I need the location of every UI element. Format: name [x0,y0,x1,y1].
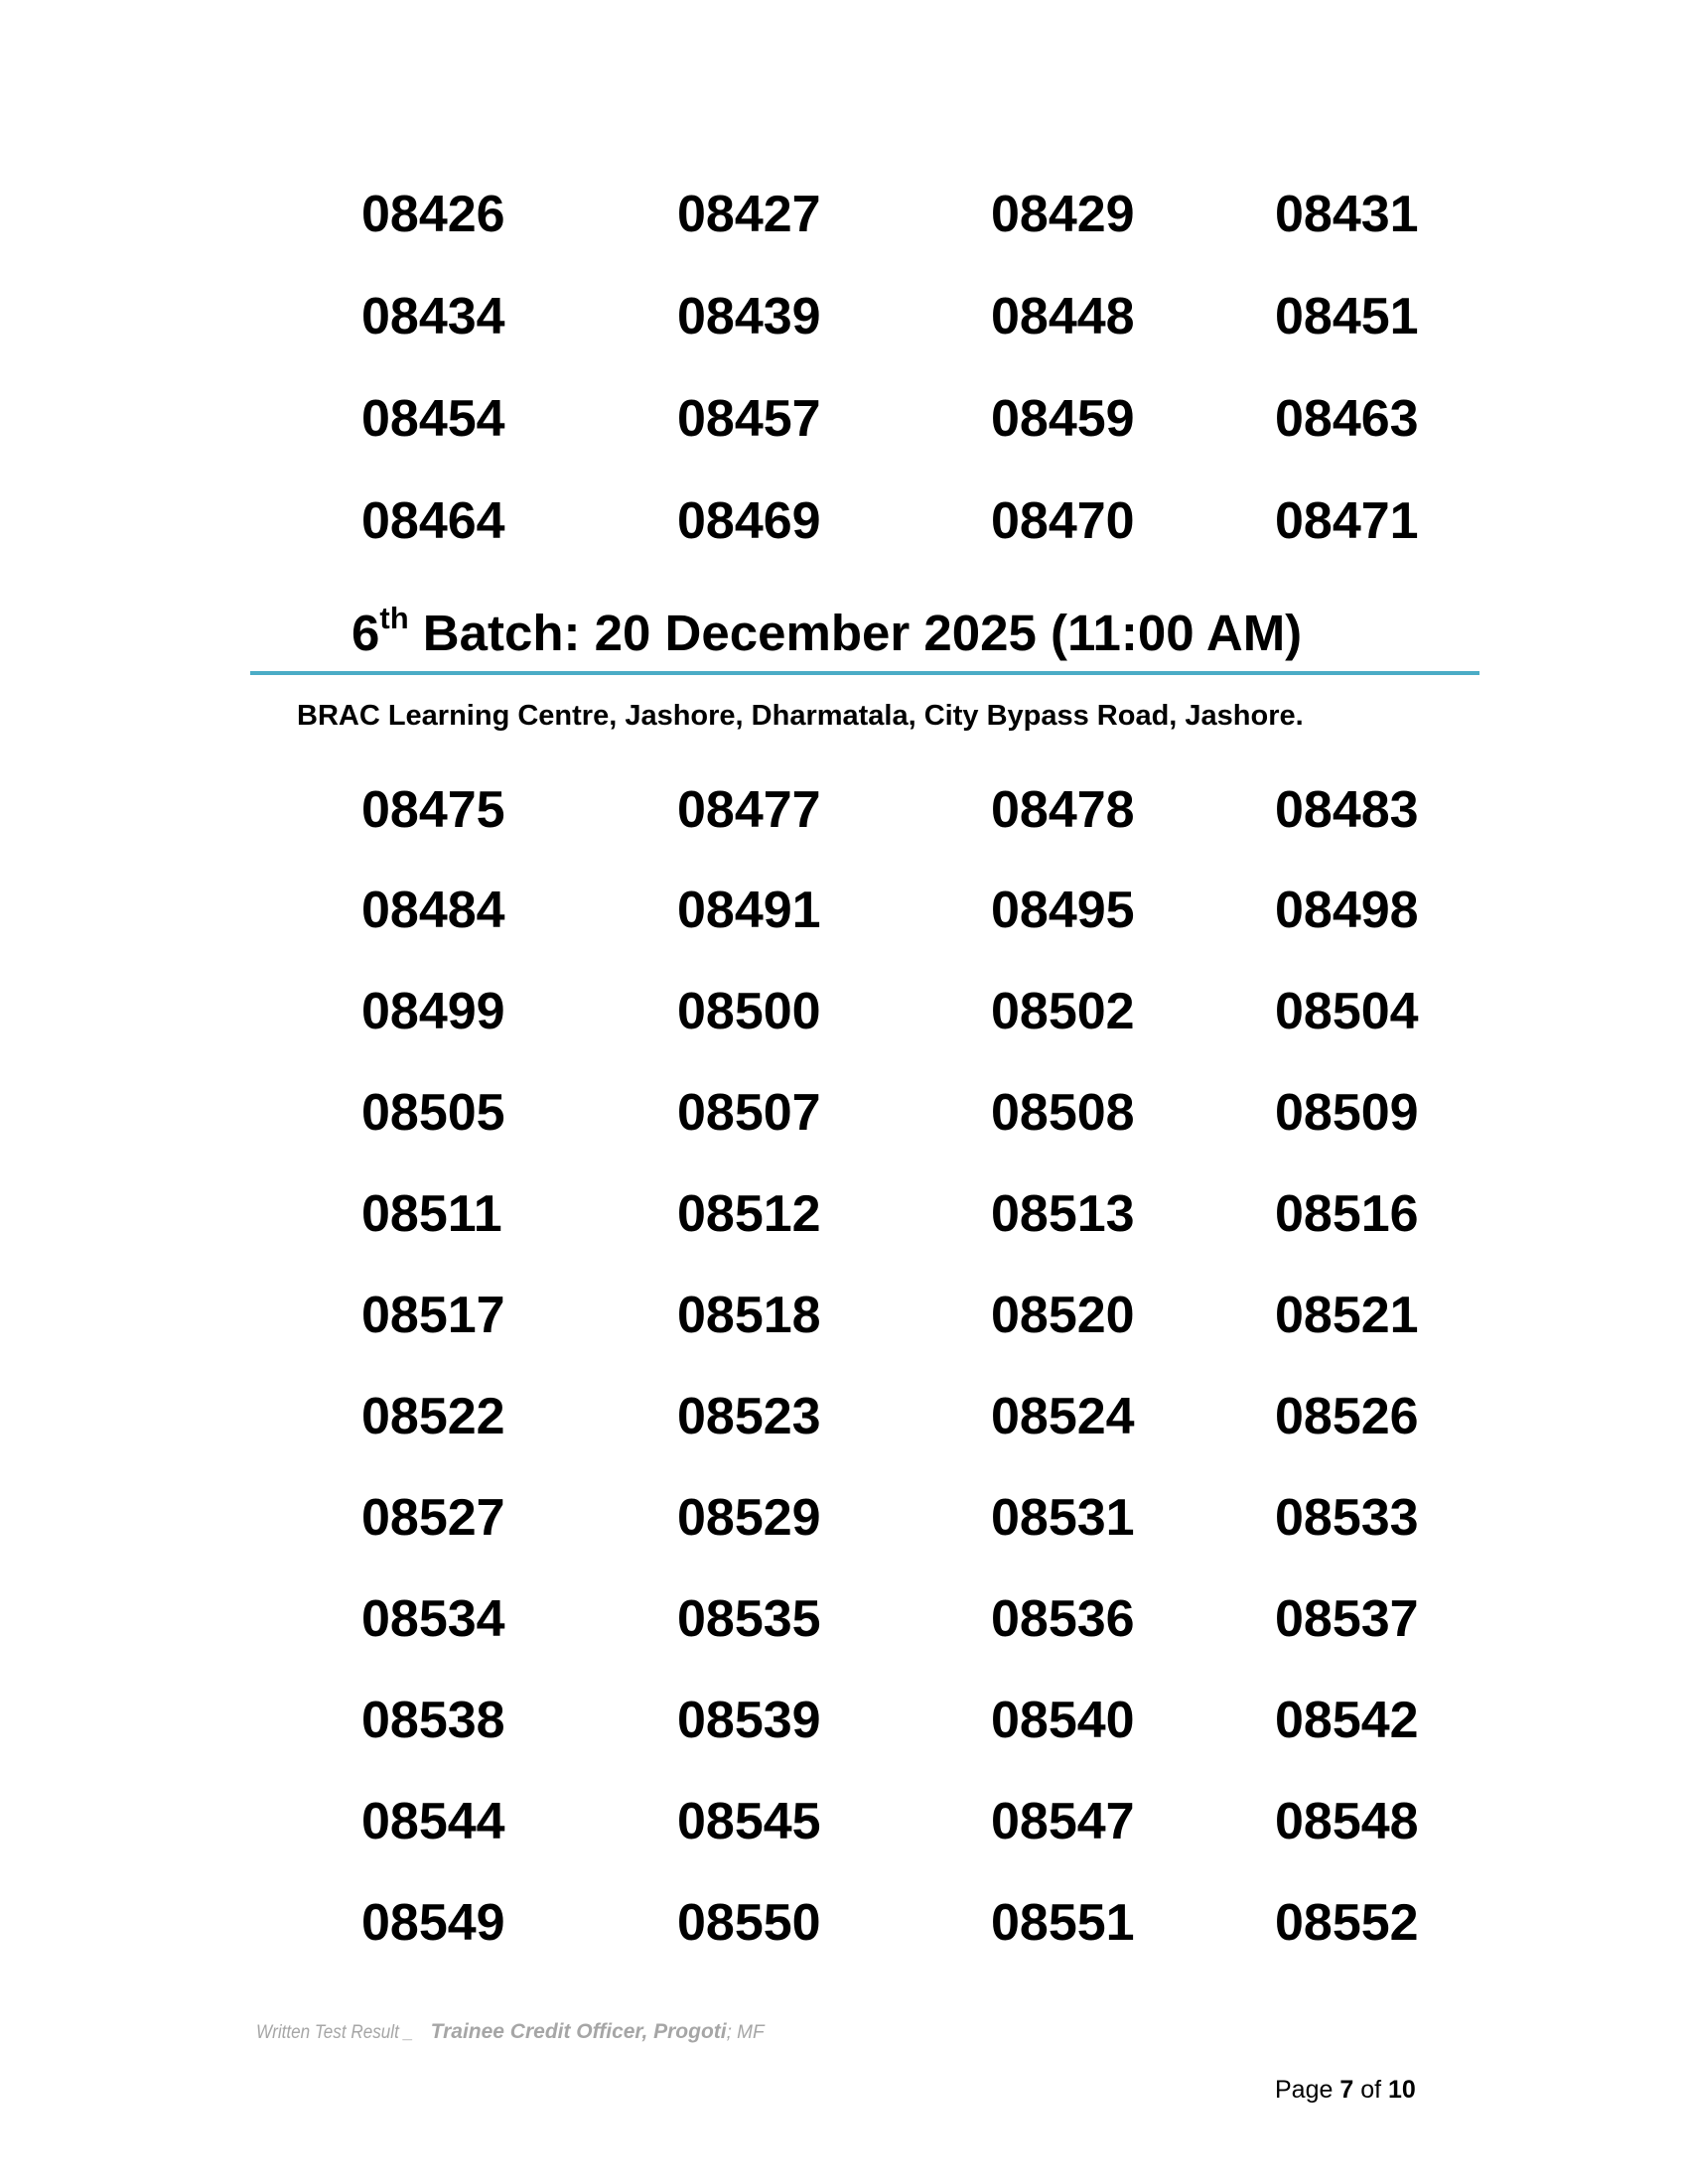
page-total: 10 [1388,2076,1416,2104]
table-row [0,1483,1688,1553]
table-row [0,180,1688,249]
roll-number: 08471 [1275,492,1419,550]
table-row [0,486,1688,556]
roll-number: 08540 [991,1692,1135,1749]
page-of: of [1353,2076,1388,2104]
roll-number: 08477 [677,781,821,839]
page-label: Page [1275,2076,1340,2104]
roll-number: 08511 [361,1185,502,1243]
roll-number: 08500 [677,983,821,1040]
roll-number: 08495 [991,882,1135,939]
footer-note [256,2019,765,2046]
roll-number: 08499 [361,983,505,1040]
roll-number: 08534 [361,1590,505,1648]
table-row [0,775,1688,845]
footer-emphasis: Trainee Credit Officer, Progoti [430,2020,727,2043]
table-row [0,1281,1688,1350]
roll-number: 08550 [677,1894,821,1952]
roll-number: 08431 [1275,186,1419,243]
roll-number: 08426 [361,186,505,243]
roll-number: 08434 [361,288,505,345]
batch-number: 6 [352,605,380,661]
roll-number: 08478 [991,781,1135,839]
batch-date-time: Batch: 20 December 2025 (11:00 AM) [408,605,1303,661]
roll-number: 08517 [361,1287,505,1344]
table-row [0,282,1688,351]
roll-number: 08524 [991,1388,1135,1445]
roll-number: 08475 [361,781,505,839]
roll-number: 08521 [1275,1287,1419,1344]
footer-suffix: ; MF [726,2022,765,2043]
roll-number: 08451 [1275,288,1419,345]
roll-number: 08527 [361,1489,505,1547]
roll-number: 08457 [677,390,821,448]
roll-number: 08483 [1275,781,1419,839]
roll-number: 08551 [991,1894,1135,1952]
table-row [0,1787,1688,1856]
roll-number: 08507 [677,1084,821,1142]
batch-venue: BRAC Learning Centre, Jashore, Dharmatala, City Bypass Road, Jashore. [297,700,1304,732]
table-row [0,1382,1688,1451]
table-row [0,977,1688,1046]
roll-number: 08544 [361,1793,505,1850]
table-row [0,1888,1688,1958]
roll-number: 08512 [677,1185,821,1243]
roll-number: 08518 [677,1287,821,1344]
roll-number: 08502 [991,983,1135,1040]
page-current: 7 [1339,2076,1354,2104]
roll-number: 08549 [361,1894,505,1952]
roll-number: 08516 [1275,1185,1419,1243]
roll-number: 08491 [677,882,821,939]
roll-number: 08470 [991,492,1135,550]
roll-number: 08522 [361,1388,505,1445]
batch-ordinal-suffix: th [379,601,409,635]
roll-number: 08520 [991,1287,1135,1344]
roll-number: 08439 [677,288,821,345]
roll-number: 08531 [991,1489,1135,1547]
roll-number: 08533 [1275,1489,1419,1547]
roll-number: 08509 [1275,1084,1419,1142]
roll-number: 08545 [677,1793,821,1850]
batch-heading [352,601,1303,663]
roll-number: 08529 [677,1489,821,1547]
roll-number: 08505 [361,1084,505,1142]
roll-number: 08464 [361,492,505,550]
roll-number: 08484 [361,882,505,939]
table-row [0,876,1688,945]
roll-number: 08547 [991,1793,1135,1850]
table-row [0,1179,1688,1249]
roll-number: 08536 [991,1590,1135,1648]
page-number [1275,2073,1416,2107]
footer-prefix: Written Test Result _ [256,2022,414,2043]
roll-number: 08508 [991,1084,1135,1142]
roll-number: 08523 [677,1388,821,1445]
roll-number: 08548 [1275,1793,1419,1850]
table-row [0,1686,1688,1755]
roll-number: 08429 [991,186,1135,243]
roll-number: 08513 [991,1185,1135,1243]
roll-number: 08469 [677,492,821,550]
roll-number: 08552 [1275,1894,1419,1952]
roll-number: 08538 [361,1692,505,1749]
table-row [0,1584,1688,1654]
roll-number: 08535 [677,1590,821,1648]
roll-number: 08539 [677,1692,821,1749]
roll-number: 08459 [991,390,1135,448]
roll-number: 08537 [1275,1590,1419,1648]
table-row [0,384,1688,454]
roll-number: 08427 [677,186,821,243]
roll-number: 08454 [361,390,505,448]
table-row [0,1078,1688,1148]
roll-number: 08448 [991,288,1135,345]
heading-divider [250,671,1479,675]
roll-number: 08498 [1275,882,1419,939]
roll-number: 08463 [1275,390,1419,448]
roll-number: 08504 [1275,983,1419,1040]
roll-number: 08526 [1275,1388,1419,1445]
roll-number: 08542 [1275,1692,1419,1749]
